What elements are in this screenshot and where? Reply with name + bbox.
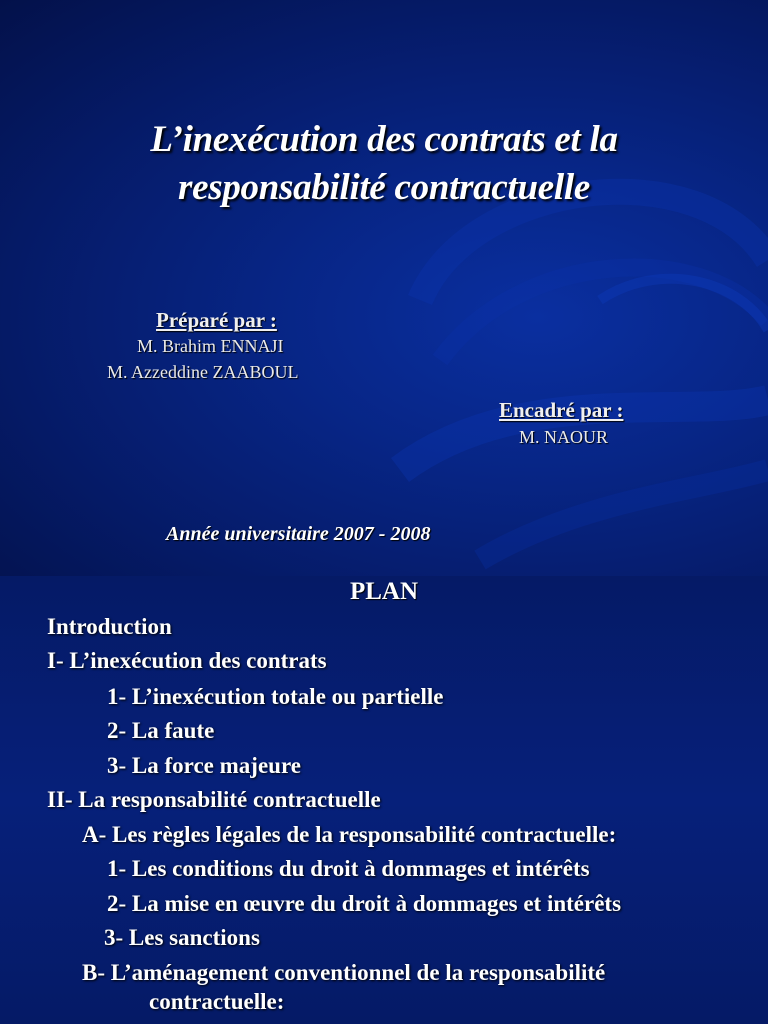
prepared-name: M. Brahim ENNAJI xyxy=(137,336,284,356)
prepared-name: M. Azzeddine ZAABOUL xyxy=(107,362,299,382)
plan-item: B- L’aménagement conventionnel de la responsabilité xyxy=(82,960,606,985)
plan-heading: PLAN xyxy=(349,578,419,605)
prepared-heading: Préparé par : xyxy=(156,308,277,332)
slide-title xyxy=(60,116,708,212)
plan-item: 3- La force majeure xyxy=(107,753,301,778)
supervisor-name: M. NAOUR xyxy=(519,427,609,447)
title-line-1: L’inexécution des contrats et la xyxy=(150,119,618,160)
plan-item: 2- La faute xyxy=(107,718,215,743)
plan-item: 3- Les sanctions xyxy=(104,925,260,950)
plan-item: 1- Les conditions du droit à dommages et intérêts xyxy=(107,856,590,881)
plan-item: Introduction xyxy=(47,614,172,639)
title-line-2: responsabilité contractuelle xyxy=(178,167,590,208)
plan-item: II- La responsabilité contractuelle xyxy=(47,787,381,812)
plan-item: 2- La mise en œuvre du droit à dommages et intérêts xyxy=(107,891,622,916)
supervised-heading: Encadré par : xyxy=(499,398,624,422)
academic-year: Année universitaire 2007 - 2008 xyxy=(166,523,431,545)
plan-item: 1- L’inexécution totale ou partielle xyxy=(107,684,444,709)
plan-item: A- Les règles légales de la responsabilité contractuelle: xyxy=(82,822,617,847)
plan-item: contractuelle: xyxy=(149,989,285,1014)
plan-item: I- L’inexécution des contrats xyxy=(47,648,327,673)
